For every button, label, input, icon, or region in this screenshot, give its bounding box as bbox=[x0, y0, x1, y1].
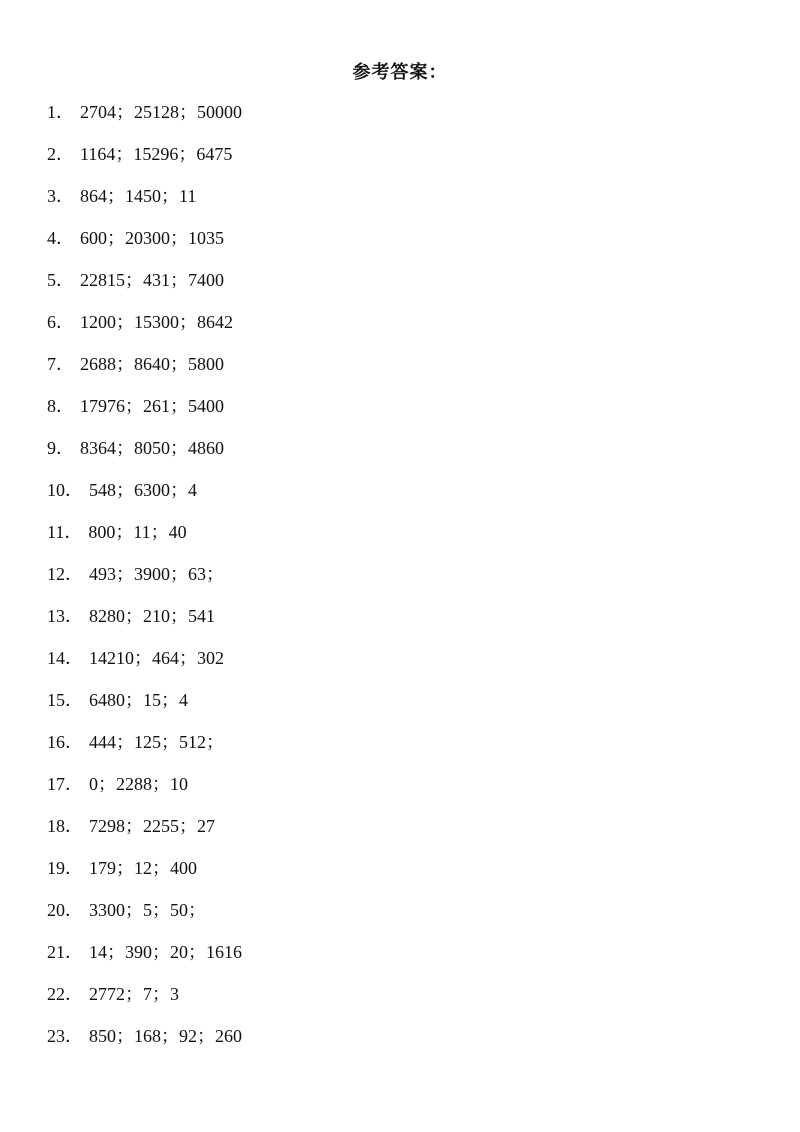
answer-text: 179；12；400 bbox=[89, 858, 197, 878]
answer-number: 23． bbox=[47, 1026, 83, 1046]
answer-item bbox=[47, 353, 242, 395]
answer-item bbox=[47, 437, 242, 479]
answer-item bbox=[47, 647, 242, 689]
answer-number: 11． bbox=[47, 522, 83, 542]
answer-number: 13． bbox=[47, 606, 83, 626]
answer-number: 4． bbox=[47, 228, 74, 248]
answer-text: 7298；2255；27 bbox=[89, 816, 215, 836]
answer-item bbox=[47, 521, 242, 563]
answer-number: 15． bbox=[47, 690, 83, 710]
answer-number: 18． bbox=[47, 816, 83, 836]
answer-item bbox=[47, 101, 242, 143]
answer-text: 444；125；512； bbox=[89, 732, 224, 752]
answer-number: 2． bbox=[47, 144, 74, 164]
answer-number: 8． bbox=[47, 396, 74, 416]
answer-text: 2688；8640；5800 bbox=[80, 354, 224, 374]
answer-number: 14． bbox=[47, 648, 83, 668]
answer-text: 2704；25128；50000 bbox=[80, 102, 242, 122]
answer-item bbox=[47, 563, 242, 605]
answer-item bbox=[47, 983, 242, 1025]
answer-number: 3． bbox=[47, 186, 74, 206]
answer-item bbox=[47, 605, 242, 647]
answer-list bbox=[47, 101, 242, 1067]
answer-text: 17976；261；5400 bbox=[80, 396, 224, 416]
answer-item bbox=[47, 1025, 242, 1067]
answer-text: 1200；15300；8642 bbox=[80, 312, 233, 332]
answer-number: 6． bbox=[47, 312, 74, 332]
answer-text: 0；2288；10 bbox=[89, 774, 188, 794]
answer-item bbox=[47, 857, 242, 899]
answer-number: 1． bbox=[47, 102, 74, 122]
answer-text: 14；390；20；1616 bbox=[89, 942, 242, 962]
answer-text: 2772；7；3 bbox=[89, 984, 179, 1004]
answer-text: 600；20300；1035 bbox=[80, 228, 224, 248]
answer-number: 20． bbox=[47, 900, 83, 920]
answer-item bbox=[47, 941, 242, 983]
answer-item bbox=[47, 143, 242, 185]
answer-item bbox=[47, 689, 242, 731]
answer-item bbox=[47, 311, 242, 353]
answer-number: 9． bbox=[47, 438, 74, 458]
answer-text: 548；6300；4 bbox=[89, 480, 197, 500]
answer-text: 493；3900；63； bbox=[89, 564, 224, 584]
answer-text: 864；1450；11 bbox=[80, 186, 197, 206]
answer-number: 10． bbox=[47, 480, 83, 500]
answer-number: 5． bbox=[47, 270, 74, 290]
page-title: 参考答案： bbox=[352, 62, 448, 83]
answer-number: 19． bbox=[47, 858, 83, 878]
answer-item bbox=[47, 899, 242, 941]
answer-text: 3300；5；50； bbox=[89, 900, 206, 920]
answer-number: 22． bbox=[47, 984, 83, 1004]
answer-number: 12． bbox=[47, 564, 83, 584]
answer-number: 16． bbox=[47, 732, 83, 752]
answer-text: 14210；464；302 bbox=[89, 648, 224, 668]
answer-item bbox=[47, 731, 242, 773]
answer-item bbox=[47, 395, 242, 437]
answer-text: 1164；15296；6475 bbox=[80, 144, 233, 164]
answer-number: 17． bbox=[47, 774, 83, 794]
answer-number: 7． bbox=[47, 354, 74, 374]
answer-text: 850；168；92；260 bbox=[89, 1026, 242, 1046]
answer-item bbox=[47, 269, 242, 311]
answer-item bbox=[47, 773, 242, 815]
answer-text: 8364；8050；4860 bbox=[80, 438, 224, 458]
answer-item bbox=[47, 815, 242, 857]
answer-text: 6480；15；4 bbox=[89, 690, 188, 710]
answer-item bbox=[47, 227, 242, 269]
answer-item bbox=[47, 479, 242, 521]
answer-number: 21． bbox=[47, 942, 83, 962]
answer-text: 22815；431；7400 bbox=[80, 270, 224, 290]
answer-item bbox=[47, 185, 242, 227]
answer-text: 8280；210；541 bbox=[89, 606, 215, 626]
answer-text: 800；11；40 bbox=[88, 522, 187, 542]
